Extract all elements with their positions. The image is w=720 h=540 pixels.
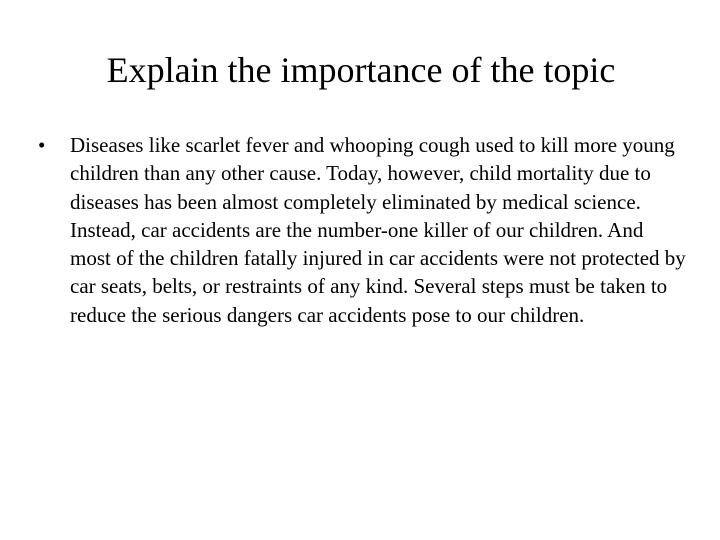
bullet-list: [38, 131, 688, 329]
bullet-item: [38, 131, 688, 329]
bullet-icon: •: [38, 133, 46, 157]
slide-title: Explain the importance of the topic: [106, 50, 616, 90]
bullet-text: Diseases like scarlet fever and whooping cough used to kill more young children than any other cause. Today, however, child mortality due to diseases has been almost completely eliminated by medical science. Instead, car accidents are the number-one killer of our children. And most of the children fatally injured in car accidents were not protected by car seats, belts, or restraints of any kind. Several steps must be taken to reduce the serious dangers car accidents pose to our children.: [70, 133, 686, 327]
